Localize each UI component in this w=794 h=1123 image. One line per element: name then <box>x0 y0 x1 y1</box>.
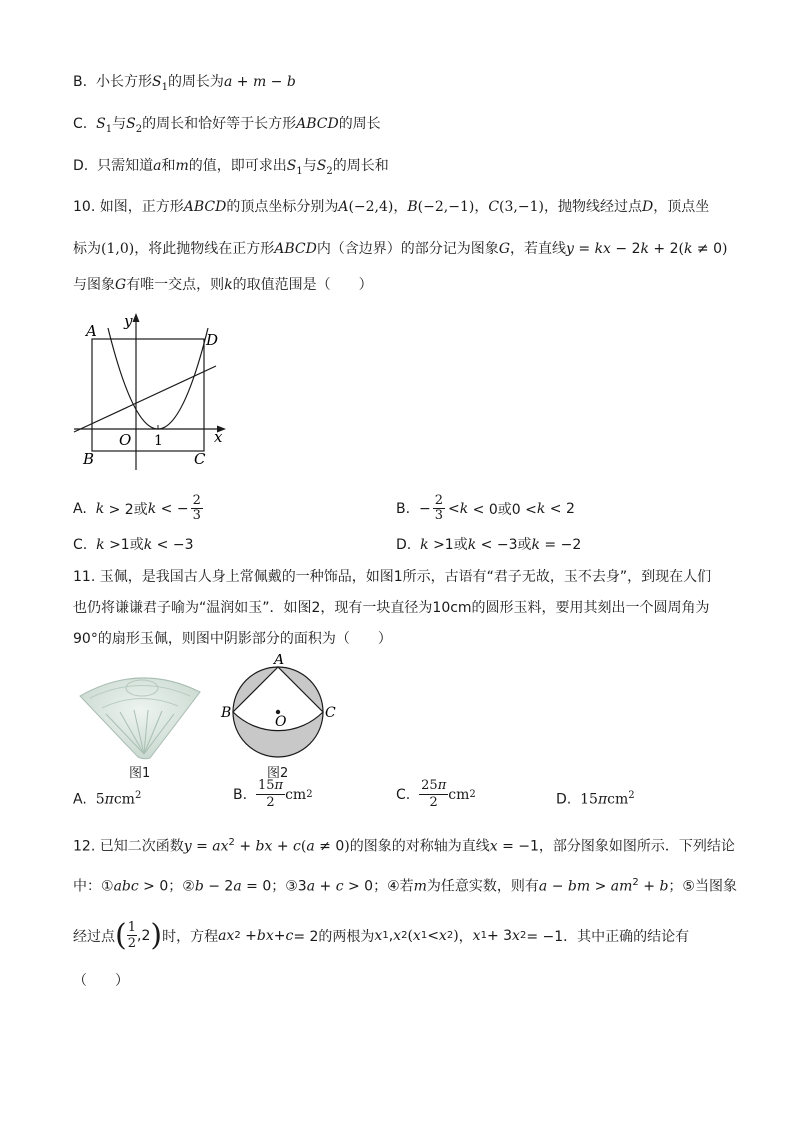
fig2-label-o: O <box>275 714 287 730</box>
q10-line-3: 与图象G有唯一交点，则k的取值范围是（ ） <box>73 277 373 293</box>
q10-option-d: D. k >1或k < −3或k = −2 <box>396 537 582 553</box>
q12-line-3: 经过点 ( 1 2 ,2 ) 时，方程 ax 2 + bx + c = 2的两根为 x 1 , x 2 ( x 1 < x 2 ) ， x 1 + 3 x 2 = −1．其中正确的结论有 <box>73 918 690 953</box>
q10-option-b: B. − 2 3 < k < 0或0 < k < 2 <box>396 493 575 523</box>
q11-figure-2 <box>218 654 338 762</box>
parabola <box>108 328 208 429</box>
fig2-label-a: A <box>274 654 285 668</box>
fig2-caption: 图2 <box>267 766 289 781</box>
q11-option-b: B. 15π 2 cm 2 <box>233 778 313 810</box>
q11-option-d: D. 15πcm$^2$ <box>556 790 635 808</box>
label-d: D <box>206 331 219 349</box>
q9-option-b: B. 小长方形$S_1$的周长为a + m − b <box>73 74 296 93</box>
q12-line-2: 中：①abc > 0；②b − 2a = 0；③3a + c > 0；④若m为任意实数，则有a − bm > $am^2 + b$；⑤当图象 <box>73 877 737 895</box>
q11-figure-1-jade-fan <box>76 668 206 760</box>
q11-line-2: 也仍将谦谦君子喻为“温润如玉”．如图2，现有一块直径为10cm的圆形玉料，要用其刻出一个圆周角为 <box>73 600 710 616</box>
q10-line-2: 标为(1,0)，将此抛物线在正方形ABCD内（含边界）的部分记为图象G，若直线y = kx − 2k + 2(k ≠ 0) <box>73 241 728 257</box>
q12-line-1: 12. 已知二次函数$y = ax^2$ + bx + c(a ≠ 0)的图象的对称轴为直线x = −1，部分图象如图所示．下列结论 <box>73 837 735 855</box>
q11-line-3: 90°的扇形玉佩，则图中阴影部分的面积为（ ） <box>73 631 392 647</box>
label-a: A <box>86 322 97 340</box>
q12-line-4: （ ） <box>73 973 129 989</box>
q9-option-d: D. 只需知道a和m的值，即可求出$S_1$与$S_2$的周长和 <box>73 158 389 177</box>
fig2-label-c: C <box>325 705 336 721</box>
label-y: y <box>124 312 133 330</box>
q11-line-1: 11. 玉佩，是我国古人身上常佩戴的一种饰品，如图1所示，古语有“君子无故，玉不去身”，到现在人们 <box>73 569 712 585</box>
q11-option-c: C. 25π 2 cm 2 <box>396 778 476 810</box>
label-b: B <box>83 450 95 468</box>
label-c: C <box>194 450 206 468</box>
q10-line-1: 10. 如图，正方形ABCD的顶点坐标分别为A(−2,4)，B(−2,−1)，C(3,−1)，抛物线经过点D，顶点坐 <box>73 199 710 215</box>
q10-figure <box>70 310 230 470</box>
label-x: x <box>214 428 223 446</box>
fig2-label-b: B <box>221 705 232 721</box>
q10-option-c: C. k >1或k < −3 <box>73 537 194 553</box>
fig1-caption: 图1 <box>129 766 151 781</box>
label-o: O <box>119 431 132 449</box>
q11-option-a: A. 5πcm$^2$ <box>73 790 142 808</box>
q10-option-a: A. k > 2或 k < − 2 3 <box>73 493 201 523</box>
q9-option-c: C. $S_1$与$S_2$的周长和恰好等于长方形ABCD的周长 <box>73 116 381 135</box>
label-one: 1 <box>154 433 163 449</box>
